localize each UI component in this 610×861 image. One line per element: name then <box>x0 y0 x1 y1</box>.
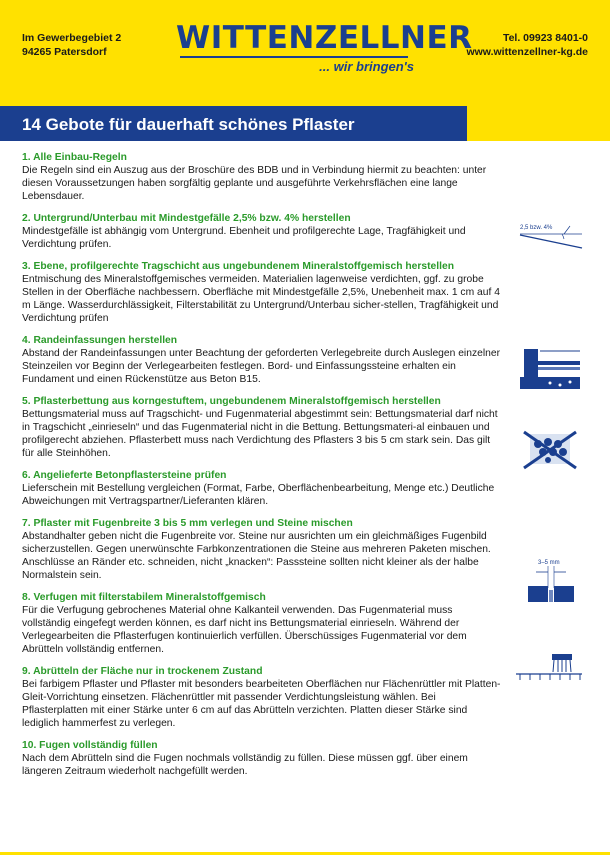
rule-9 <box>22 665 502 730</box>
rule-6 <box>22 469 502 508</box>
slope-label: 2,5 bzw. 4% <box>520 225 553 231</box>
rule-body: Entmischung des Mineralstoffgemisches vermeiden. Materialien lagenweise verdichten, ggf. zu grobe Stellen in der Oberfläche nachbessern. Oberfläche mit Mindestgefälle 2,5%, Unebenheit max. 1 cm auf 4 m Länge. Wasserdurchlässigkeit, Filterstabilität zu Untergrund/Unterbau sicher-stellen, Tragfähigkeit und Verdichtung prüfen <box>22 274 500 324</box>
rule-3 <box>22 260 502 325</box>
slope-diagram-icon <box>518 222 586 254</box>
bedding-forbidden-icon <box>520 430 580 470</box>
header-strip <box>0 92 610 106</box>
rule-title: 5. Pflasterbettung aus korngestuftem, ungebundenem Mineralstoffgemisch herstellen <box>22 396 441 407</box>
rule-5 <box>22 395 502 460</box>
header <box>0 0 610 92</box>
broom-jointing-icon <box>516 652 582 682</box>
rule-body: Lieferschein mit Bestellung vergleichen (Format, Farbe, Oberflächenbearbeitung, Menge etc.) Deutliche Abweichungen mit Vertragspartner/Lieferanten klären. <box>22 483 495 507</box>
rule-title: 9. Abrütteln der Fläche nur in trockenem Zustand <box>22 666 263 677</box>
rule-title: 10. Fugen vollständig füllen <box>22 740 158 751</box>
rule-body: Nach dem Abrütteln sind die Fugen nochmals vollständig zu füllen. Diese müssen ggf. über einem längeren Zeitraum wiederholt nachgefüllt werden. <box>22 753 468 777</box>
rule-body: Abstandhalter geben nicht die Fugenbreite vor. Steine nur ausrichten um ein gleichmäßiges Fugenbild sicherzustellen. Gegen unerwünschte Farbkonzentrationen die Steine aus mehreren Paketen mischen. Anschlüsse an Ränder etc. schneiden, nicht „knacken“: Passsteine sollten nicht kleiner als der halbe Normalstein sein. <box>22 531 491 581</box>
title-accent <box>467 106 610 141</box>
company-address <box>22 31 121 59</box>
footer-line <box>0 852 610 855</box>
rule-body: Mindestgefälle ist abhängig vom Untergrund. Ebenheit und profilgerechte Lage, Tragfähigkeit und Verdichtung prüfen. <box>22 226 466 250</box>
rule-title: 3. Ebene, profilgerechte Tragschicht aus ungebundenem Mineralstoffgemisch herstellen <box>22 261 454 272</box>
logo-slogan: ... wir bringen's <box>319 59 414 74</box>
rule-body: Die Regeln sind ein Auszug aus der Broschüre des BDB und in Verbindung hiermit zu beachten: unter diesen Voraussetzungen haben sorgfältig geplante und ausgeführte Verkehrsflächen eine lange Lebensdauer. <box>22 165 487 202</box>
rule-1 <box>22 151 502 203</box>
website-link[interactable]: www.wittenzellner-kg.de <box>466 46 588 58</box>
kerb-edging-icon <box>520 347 580 389</box>
rule-body: Für die Verfugung gebrochenes Material ohne Kalkanteil verwenden. Das Fugenmaterial muss vollständig eingefegt werden können, es darf nicht ins Bettungsmaterial einrieseln. Während der Verlegearbeiten die Pflasterfugen kontinuierlich verfüllen. Überschüssiges Fugenmaterial vor dem Abrütteln vollständig entfernen. <box>22 605 467 655</box>
address-line-1: Im Gewerbegebiet 2 <box>22 32 122 44</box>
company-contact <box>466 31 588 59</box>
company-logo <box>176 20 473 78</box>
title-bar <box>0 106 467 141</box>
rule-8 <box>22 591 502 656</box>
page-title: 14 Gebote für dauerhaft schönes Pflaster <box>22 115 355 134</box>
logo-wordmark: WITTENZELLNER <box>176 20 473 56</box>
rule-7 <box>22 517 502 582</box>
rule-10 <box>22 739 502 778</box>
rule-title: 4. Randeinfassungen herstellen <box>22 335 178 346</box>
rule-body: Abstand der Randeinfassungen unter Beachtung der geforderten Verlegebreite durch Auslegen einzelner Steinzeilen vor Beginn der Verlegearbeiten festlegen. Bord- und Einfassungssteine erhalten ein Fundament und einen Rückenstütze aus Beton B15. <box>22 348 500 385</box>
rule-4 <box>22 334 502 386</box>
rule-title: 8. Verfugen mit filterstabilem Mineralstoffgemisch <box>22 592 266 603</box>
joint-label: 3–5 mm <box>538 560 560 566</box>
rule-2 <box>22 212 502 251</box>
rule-title: 2. Untergrund/Unterbau mit Mindestgefälle 2,5% bzw. 4% herstellen <box>22 213 351 224</box>
rules-list <box>22 151 502 787</box>
rule-body: Bettungsmaterial muss auf Tragschicht- und Fugenmaterial abgestimmt sein: Bettungsmaterial darf nicht in Tragschicht „einrieseln“ und das Fugenmaterial nicht in die Bettung. Bettungsmateri-al einbauen und profilgerecht abziehen. Pflasterbett muss nach Verdichtung des Pflasters 3 bis 5 cm stark sein. Das gilt für alle Steinhöhen. <box>22 409 498 459</box>
logo-underline <box>180 56 408 58</box>
rule-body: Bei farbigem Pflaster und Pflaster mit besonders bearbeiteten Oberflächen nur Flächenrüttler mit Platten-Gleit-Vorrichtung einsetzen. Flächenrüttler mit passender Verdichtungsleistung wählen. Bei Pflasterplatten mit einer Stärke unter 6 cm auf das Abrütteln verzichten. Platten dieser Stärke sind lediglich hammerfest zu verlegen. <box>22 679 501 729</box>
phone-number: Tel. 09923 8401-0 <box>502 32 588 44</box>
rule-title: 7. Pflaster mit Fugenbreite 3 bis 5 mm verlegen und Steine mischen <box>22 518 353 529</box>
rule-title: 6. Angelieferte Betonpflastersteine prüfen <box>22 470 227 481</box>
address-line-2: 94265 Patersdorf <box>22 46 107 58</box>
joint-width-icon <box>522 556 580 606</box>
rule-title: 1. Alle Einbau-Regeln <box>22 152 127 163</box>
